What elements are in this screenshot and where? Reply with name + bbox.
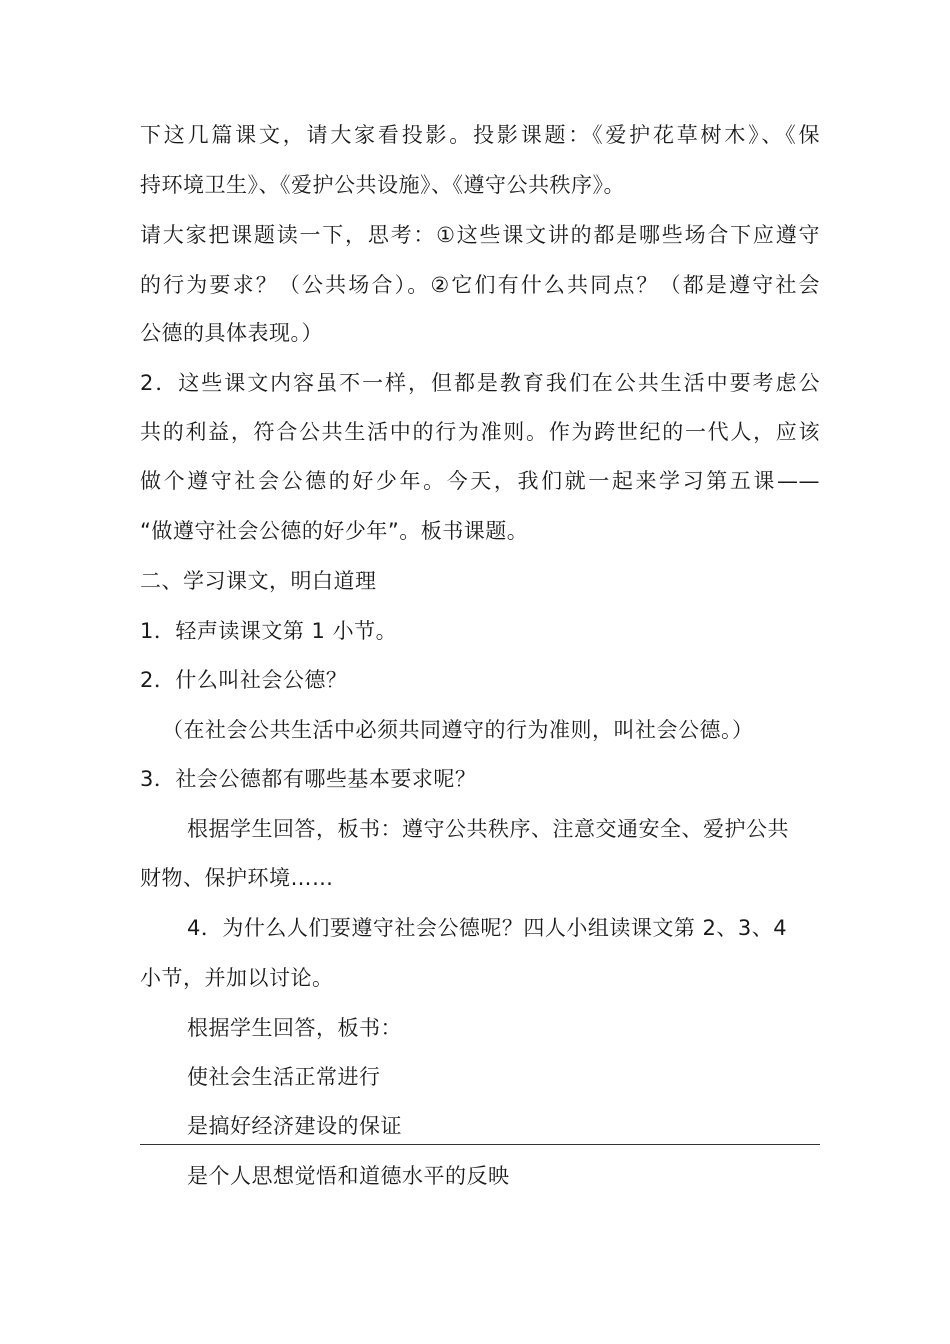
paragraph-line: 共的利益，符合公共生活中的行为准则。作为跨世纪的一代人，应该 (140, 420, 820, 444)
list-item: 2．什么叫社会公德？ (140, 668, 348, 692)
answer-note: （在社会公共生活中必须共同遵守的行为准则，叫社会公德。） (162, 718, 754, 742)
paragraph-line: 做个遵守社会公德的好少年。今天，我们就一起来学习第五课—— (140, 469, 820, 493)
list-item: 4．为什么人们要遵守社会公德呢？四人小组读课文第 2、3、4 (187, 916, 788, 940)
paragraph-line: 根据学生回答，板书：遵守公共秩序、注意交通安全、爱护公共 (187, 817, 789, 841)
paragraph-line: 2．这些课文内容虽不一样，但都是教育我们在公共生活中要考虑公 (140, 371, 820, 395)
paragraph-line: 小节，并加以讨论。 (140, 966, 334, 990)
paragraph-line: 下这几篇课文，请大家看投影。投影课题：《爱护花草树木》、《保 (140, 123, 820, 147)
board-item: 是搞好经济建设的保证 (187, 1114, 402, 1138)
board-item: 使社会生活正常进行 (187, 1065, 381, 1089)
paragraph-line: 根据学生回答，板书： (187, 1016, 402, 1040)
paragraph-line: 财物、保护环境…… (140, 866, 334, 890)
board-item: 是个人思想觉悟和道德水平的反映 (187, 1164, 510, 1188)
horizontal-rule (140, 1144, 820, 1145)
paragraph-line: 请大家把课题读一下，思考：①这些课文讲的都是哪些场合下应遵守 (140, 223, 820, 247)
section-heading: 二、学习课文，明白道理 (140, 569, 377, 593)
list-item: 1．轻声读课文第 1 小节。 (140, 619, 398, 643)
paragraph-line: “做遵守社会公德的好少年”。板书课题。 (140, 519, 529, 543)
paragraph-line: 持环境卫生》、《爱护公共设施》、《遵守公共秩序》。 (140, 173, 625, 197)
paragraph-line: 公德的具体表现。） (140, 321, 323, 345)
paragraph-line: 的行为要求？（公共场合）。②它们有什么共同点？（都是遵守社会 (140, 273, 820, 297)
list-item: 3．社会公德都有哪些基本要求呢？ (140, 767, 477, 791)
